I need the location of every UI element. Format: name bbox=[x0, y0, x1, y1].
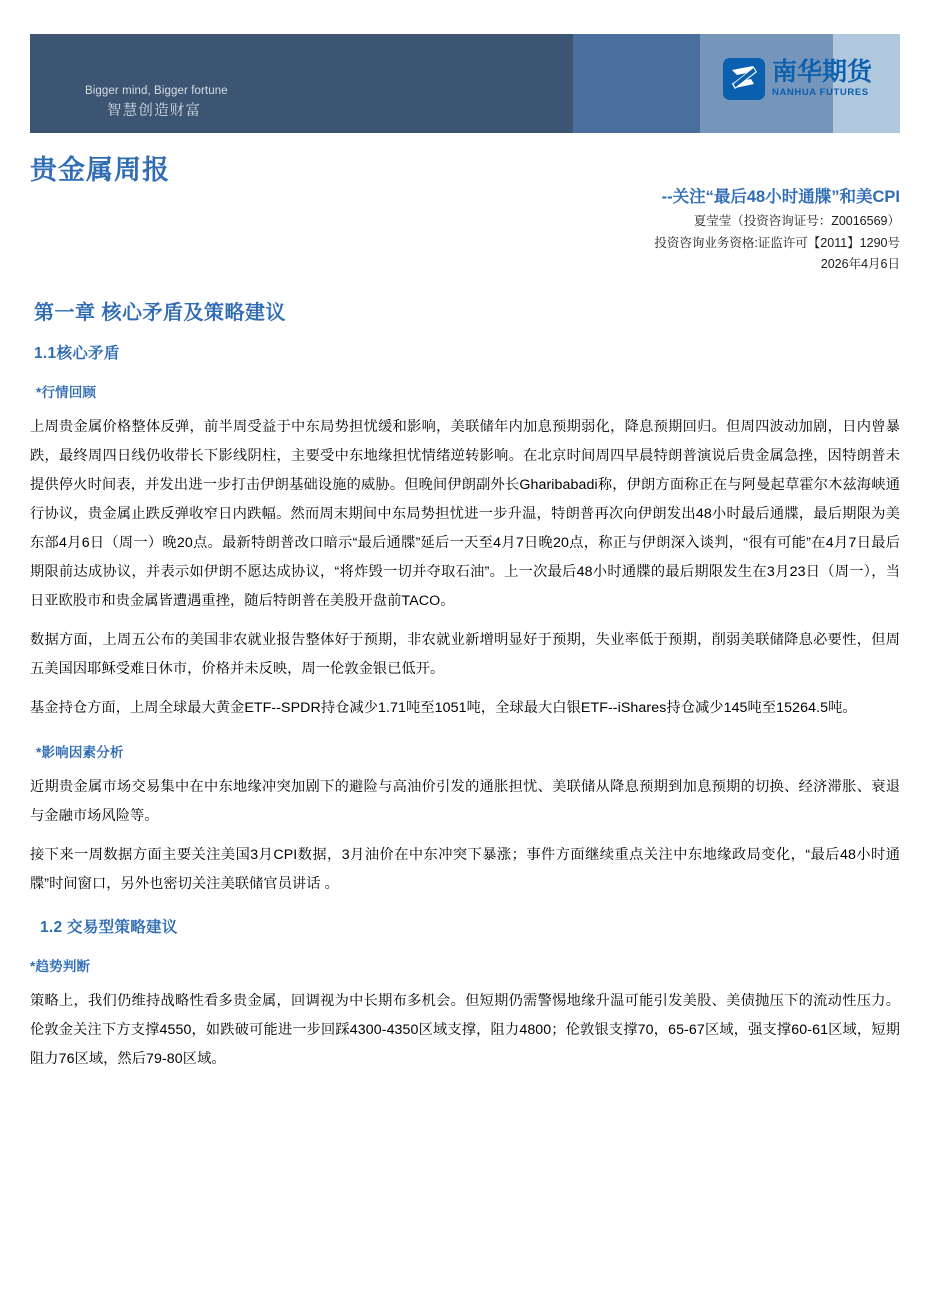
tagline-english: Bigger mind, Bigger fortune bbox=[85, 85, 228, 97]
logo-name-english: NANHUA FUTURES bbox=[772, 87, 869, 99]
company-tagline bbox=[85, 84, 385, 121]
paragraph-trend-1: 策略上，我们仍维持战略性看多贵金属，回调视为中长期布多机会。但短期仍需警惕地缘升温可能引发美股、美债抛压下的流动性压力。伦敦金关注下方支撑4550，如跌破可能进一步回踩4300-4350区域支撑，阻力4800；伦敦银支撑70，65-67区域，强支撑60-61区域，短期阻力76区域，然后79-80区域。 bbox=[30, 992, 900, 1067]
header-band-medium bbox=[573, 34, 700, 133]
author-line: 夏莹莹（投资咨询证号：Z0016569） bbox=[693, 214, 900, 228]
subheading-market-review: *行情回顾 bbox=[36, 385, 97, 400]
subheading-trend-judgement: *趋势判断 bbox=[30, 958, 91, 974]
logo-mark-icon bbox=[723, 58, 765, 100]
subheading-factor-analysis: *影响因素分析 bbox=[36, 744, 124, 760]
paragraph-market-review-2: 数据方面，上周五公布的美国非农就业报告整体好于预期，非农就业新增明显好于预期，失业率低于预期，削弱美联储降息必要性，但周五美国因耶稣受难日休市，价格并未反映，周一伦敦金银已低开。 bbox=[30, 631, 900, 677]
chapter-heading: 第一章 核心矛盾及策略建议 bbox=[34, 302, 287, 324]
section-heading-1-1: 1.1核心矛盾 bbox=[34, 345, 120, 362]
paragraph-market-review-1: 上周贵金属价格整体反弹，前半周受益于中东局势担忧缓和影响，美联储年内加息预期弱化，降息预期回归。但周四波动加剧，日内曾暴跌，最终周四日线仍收带长下影线阴柱，主要受中东地缘担忧情绪逆转影响。在北京时间周四早晨特朗普演说后贵金属急挫，因特朗普未提供停火时间表，并发出进一步打击伊朗基础设施的威胁。但晚间伊朗副外长Gharibabadi称，伊朗方面称正在与阿曼起草霍尔木兹海峡通行协议，贵金属止跌反弹收窄日内跌幅。然而周末期间中东局势担忧进一步升温，特朗普再次向伊朗发出48小时最后通牒，最后期限为美东部4月6日（周一）晚20点。最新特朗普改口暗示“最后通牒”延后一天至4月7日晚20点，称正与伊朗深入谈判，“很有可能”在4月7日最后期限前达成协议，并表示如伊朗不愿达成协议，“将炸毁一切并夺取石油”。上一次最后48小时通牒的最后期限发生在3月23日（周一），当日亚欧股市和贵金属皆遭遇重挫，随后特朗普在美股开盘前TACO。 bbox=[30, 419, 900, 609]
paragraph-factor-1: 近期贵金属市场交易集中在中东地缘冲突加剧下的避险与高油价引发的通胀担忧、美联储从降息预期到加息预期的切换、经济滞胀、衰退与金融市场风险等。 bbox=[30, 778, 900, 824]
paragraph-factor-2: 接下来一周数据方面主要关注美国3月CPI数据，3月油价在中东冲突下暴涨；事件方面继续重点关注中东地缘政局变化，“最后48小时通牒”时间窗口，另外也密切关注美联储官员讲话 。 bbox=[30, 846, 900, 892]
tagline-chinese: 智慧创造财富 bbox=[107, 102, 202, 119]
nanhua-futures-logo bbox=[723, 58, 872, 100]
logo-wordmark bbox=[772, 60, 872, 98]
page-title: 贵金属周报 bbox=[30, 155, 170, 185]
document-body bbox=[30, 296, 900, 1073]
section-heading-1-2: 1.2 交易型策略建议 bbox=[40, 918, 178, 936]
logo-name-chinese: 南华期货 bbox=[772, 58, 873, 87]
date-line: 2026年4月6日 bbox=[820, 257, 900, 271]
paragraph-market-review-3: 基金持仓方面，上周全球最大黄金ETF--SPDR持仓减少1.71吨至1051吨，全球最大白银ETF--iShares持仓减少145吨至15264.5吨。 bbox=[30, 699, 857, 716]
byline bbox=[654, 211, 900, 276]
page-subtitle: --关注“最后48小时通牒”和美CPI bbox=[661, 188, 900, 206]
license-line: 投资咨询业务资格:证监许可【2011】1290号 bbox=[654, 235, 900, 250]
